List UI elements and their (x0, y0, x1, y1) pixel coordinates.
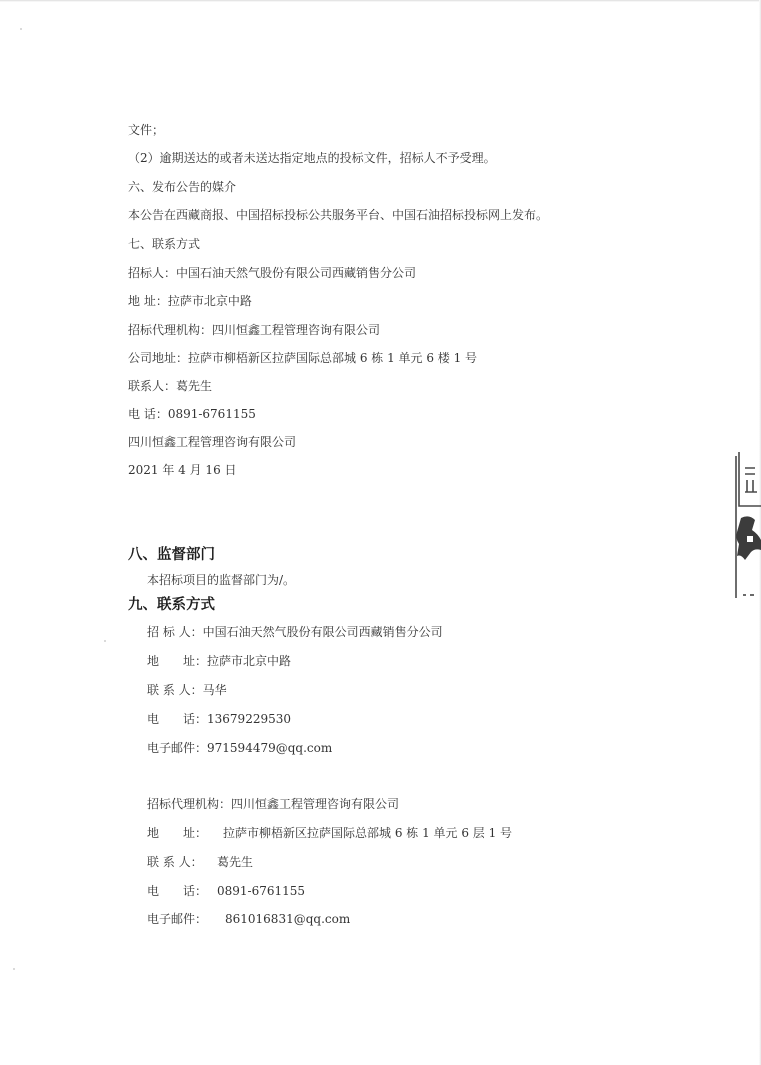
address-line: 地 址：拉萨市北京中路 (128, 294, 252, 308)
agency-contact-row (147, 854, 253, 870)
row-label: 电 话： (147, 884, 208, 898)
scan-speck (13, 968, 15, 970)
row-label: 地 址： (147, 654, 208, 668)
tenderer-email-row (147, 740, 332, 756)
section-7-title: 七、联系方式 (128, 237, 201, 251)
signature-company: 四川恒鑫工程管理咨询有限公司 (128, 435, 297, 449)
agency-address-row (147, 825, 512, 841)
row-value: 拉萨市北京中路 (207, 654, 292, 668)
section-6-text: 本公告在西藏商报、中国招标投标公共服务平台、中国石油招标投标网上发布。 (128, 208, 549, 222)
tenderer-address-row (147, 653, 291, 669)
partial-seal-icon (733, 448, 761, 616)
row-label: 电 话： (147, 712, 208, 726)
agency-name-row (147, 796, 399, 812)
signature-date: 2021 年 4 月 16 日 (128, 463, 237, 477)
row-label: 电子邮件： (147, 741, 208, 755)
section-8-text: 本招标项目的监督部门为/。 (147, 573, 296, 587)
phone-line: 电 话：0891-6761155 (128, 407, 256, 421)
agency-address-line: 公司地址：拉萨市柳梧新区拉萨国际总部城 6 栋 1 单元 6 楼 1 号 (128, 351, 478, 365)
scan-speck (104, 640, 106, 642)
row-label: 地 址： (147, 826, 208, 840)
row-label: 招标代理机构： (147, 797, 232, 811)
text-line-late-bids: （2）逾期送达的或者未送达指定地点的投标文件，招标人不予受理。 (128, 151, 496, 165)
tenderer-contact-row (147, 682, 227, 698)
row-value: 拉萨市柳梧新区拉萨国际总部城 6 栋 1 单元 6 层 1 号 (223, 826, 513, 840)
scan-edge-top (0, 0, 761, 2)
row-value: 中国石油天然气股份有限公司西藏销售分公司 (202, 625, 443, 639)
row-value: 葛先生 (217, 855, 254, 869)
agency-line: 招标代理机构：四川恒鑫工程管理咨询有限公司 (128, 323, 381, 337)
row-value: 861016831@qq.com (225, 912, 351, 926)
contact-line: 联系人：葛先生 (128, 379, 213, 393)
scan-speck (20, 28, 22, 30)
row-value: 971594479@qq.com (207, 741, 333, 755)
row-label: 联 系 人： (147, 683, 203, 697)
row-label: 招 标 人： (147, 625, 203, 639)
row-label: 联 系 人： (147, 855, 203, 869)
text-line-files: 文件； (128, 123, 165, 137)
section-9-title: 九、联系方式 (128, 597, 215, 613)
section-8-title: 八、监督部门 (128, 547, 215, 563)
agency-email-row (147, 911, 350, 927)
row-value: 马华 (202, 683, 227, 697)
row-value: 0891-6761155 (217, 884, 306, 898)
section-6-title: 六、发布公告的媒介 (128, 180, 237, 194)
tenderer-name-row (147, 624, 443, 640)
row-value: 四川恒鑫工程管理咨询有限公司 (231, 797, 400, 811)
tenderer-line: 招标人：中国石油天然气股份有限公司西藏销售分公司 (128, 266, 417, 280)
row-value: 13679229530 (207, 712, 291, 726)
tenderer-phone-row (147, 711, 291, 727)
agency-phone-row (147, 883, 305, 899)
row-label: 电子邮件： (147, 912, 208, 926)
